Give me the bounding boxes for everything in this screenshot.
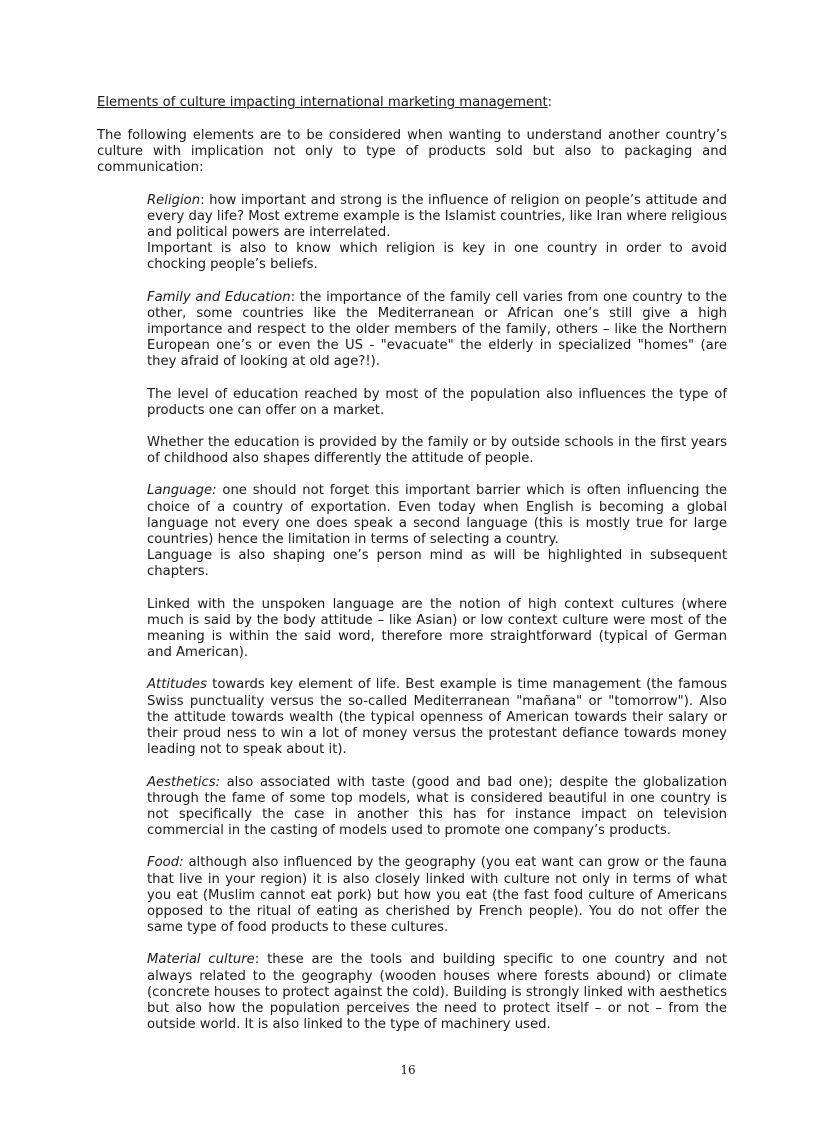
food-text: although also influenced by the geography (you eat want can grow or the fauna that live in your region) it is also closely linked with culture not only in terms of what you eat (Muslim cannot eat pork) but how you eat (the fast food culture of Americans opposed to the ritual of eating as cherished by French people). You do not offer the same type of food products to these cultures. bbox=[147, 855, 727, 936]
material-label: Material culture bbox=[147, 952, 255, 968]
attitudes-paragraph bbox=[147, 677, 727, 758]
attitudes-label: Attitudes bbox=[147, 677, 207, 693]
section-heading bbox=[97, 95, 727, 111]
religion-text: : how important and strong is the influence of religion on people’s attitude and every day life? Most extreme example is the Islamist countries, like Iran where religious and political powers are interrelated. bbox=[147, 192, 727, 241]
aesthetics-label: Aesthetics: bbox=[147, 774, 221, 790]
document-page bbox=[97, 95, 727, 1049]
heading-colon: : bbox=[547, 95, 553, 110]
religion-paragraph bbox=[147, 193, 727, 242]
heading-title: Elements of culture impacting international marketing management bbox=[97, 95, 548, 110]
family-text: : the importance of the family cell varies from one country to the other, some countries like the Mediterranean or African one’s still give a high importance and respect to the older members of the family, others – like the Northern European one’s or even the US - "evacuate" the elderly in specialized "homes" (are they afraid of looking at old age?!). bbox=[147, 289, 727, 370]
religion-paragraph-2: Important is also to know which religion is key in one country in order to avoid chocking people’s beliefs. bbox=[147, 241, 727, 273]
family-label: Family and Education bbox=[147, 289, 291, 305]
context-culture-paragraph: Linked with the unspoken language are the notion of high context cultures (where much is said by the body attitude – like Asian) or low context culture were most of the meaning is within the said word, therefore more straightforward (typical of German and American). bbox=[147, 596, 727, 661]
education-provider-paragraph: Whether the education is provided by the family or by outside schools in the first years of childhood also shapes differently the attitude of people. bbox=[147, 435, 727, 467]
education-level-paragraph: The level of education reached by most of the population also influences the type of products one can offer on a market. bbox=[147, 386, 727, 418]
religion-label: Religion bbox=[147, 192, 201, 208]
language-label: Language: bbox=[147, 483, 217, 499]
aesthetics-paragraph bbox=[147, 775, 727, 840]
language-paragraph-2: Language is also shaping one’s person mind as will be highlighted in subsequent chapters. bbox=[147, 548, 727, 580]
food-label: Food: bbox=[147, 855, 184, 871]
language-text: one should not forget this important barrier which is often influencing the choice of a country of exportation. Even today when English is becoming a global language not every one does speak a second language (this is mostly true for large countries) hence the limitation in terms of selecting a country. bbox=[147, 483, 727, 548]
material-culture-paragraph bbox=[147, 952, 727, 1033]
language-paragraph bbox=[147, 483, 727, 548]
aesthetics-text: also associated with taste (good and bad one); despite the globalization through the fame of some top models, what is considered beautiful in one country is not specifically the case in another this has for instance impact on television commercial in the casting of models used to promote one company’s products. bbox=[147, 774, 727, 839]
page-number: 16 bbox=[400, 1063, 416, 1077]
attitudes-text: towards key element of life. Best example is time management (the famous Swiss punctuality versus the so-called Mediterranean "mañana" or "tomorrow"). Also the attitude towards wealth (the typical openness of American towards their salary or their proud ness to win a lot of money versus the protestant defiance towards money leading not to speak about it). bbox=[147, 677, 727, 758]
material-text: : these are the tools and building specific to one country and not always related to the geography (wooden houses where forests abound) or climate (concrete houses to protect against the cold). Building is strongly linked with aesthetics but also how the population perceives the need to protect itself – or not – from the outside world. It is also linked to the type of machinery used. bbox=[147, 952, 728, 1033]
family-paragraph bbox=[147, 290, 727, 371]
food-paragraph bbox=[147, 855, 727, 936]
intro-paragraph: The following elements are to be considered when wanting to understand another country’s culture with implication not only to type of products sold but also to packaging and communication: bbox=[97, 128, 727, 176]
